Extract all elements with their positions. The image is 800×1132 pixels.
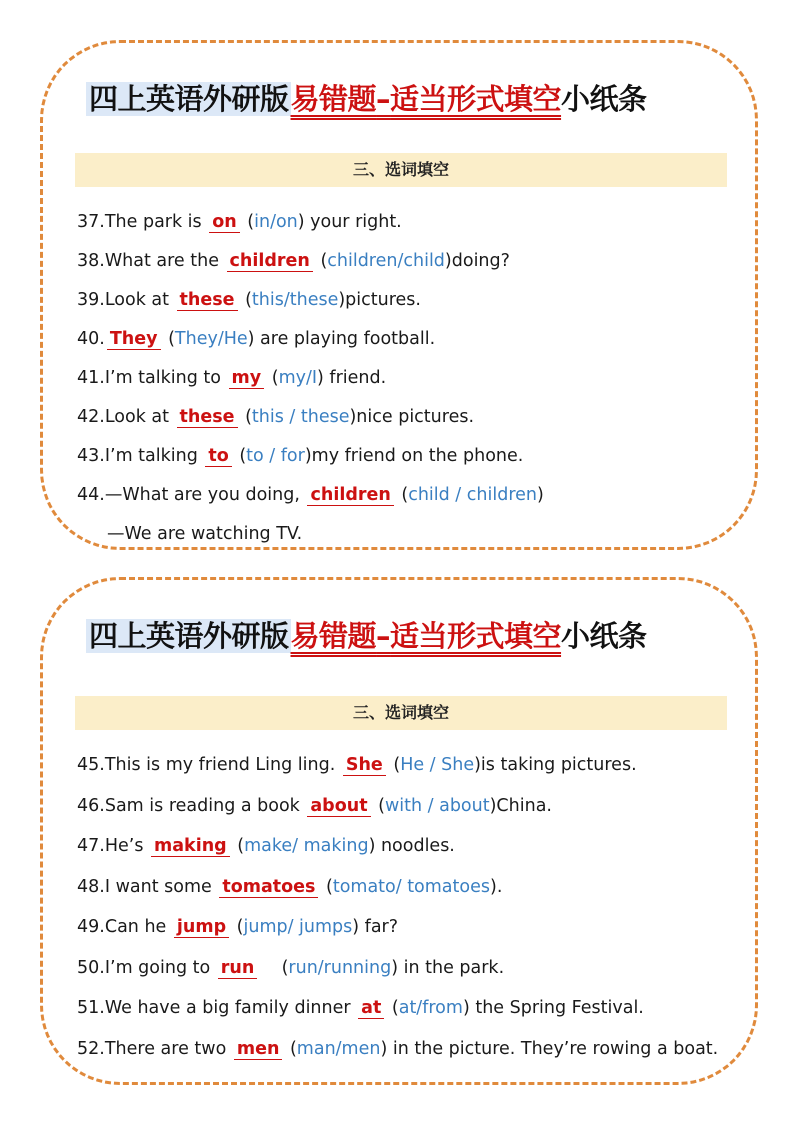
question-list [77, 203, 737, 554]
title-dash: – [376, 619, 391, 653]
question-item: 49.Can he jump (jump/ jumps) far? [77, 917, 399, 937]
answer-blank: She [343, 755, 386, 776]
word-options: my/I [278, 368, 318, 388]
word-options: this/these [251, 290, 339, 310]
title-part-3: 适当形式填空 [390, 619, 562, 653]
word-options: man/men [296, 1038, 381, 1059]
question-item: 38.What are the children (children/child)doing? [77, 251, 510, 271]
title-dash: – [376, 82, 391, 116]
question-item: 37.The park is on (in/on) your right. [77, 212, 402, 232]
card-title [86, 71, 647, 127]
title-part-1: 四上英语外研版 [86, 619, 291, 653]
answer-blank: making [151, 836, 230, 857]
answer-blank: my [229, 368, 265, 389]
word-options: jump/ jumps [243, 917, 353, 937]
answer-blank: run [218, 958, 258, 979]
question-item: 52.There are two men (man/men) in the picture. They’re rowing a boat. [77, 1038, 719, 1059]
title-part-2: 易错题 [290, 619, 377, 653]
title-part-1: 四上英语外研版 [86, 82, 291, 116]
question-item: 41.I’m talking to my (my/I) friend. [77, 368, 387, 388]
word-options: this / these [251, 407, 350, 427]
question-item: 48.I want some tomatoes (tomato/ tomatoes). [77, 876, 503, 897]
question-item: 39.Look at these (this/these)pictures. [77, 290, 421, 310]
word-options: tomato/ tomatoes [332, 876, 490, 897]
question-item: 40. They (They/He) are playing football. [77, 329, 436, 349]
title-part-4: 小纸条 [561, 82, 647, 116]
question-item: 51.We have a big family dinner at (at/from) the Spring Festival. [77, 998, 644, 1018]
answer-blank: these [177, 290, 238, 311]
question-list [77, 745, 737, 1069]
question-item: 47.He’s making (make/ making) noodles. [77, 836, 455, 856]
answer-blank: on [209, 212, 239, 233]
question-item: 43.I’m talking to (to / for)my friend on the phone. [77, 446, 524, 466]
answer-blank: at [358, 998, 384, 1019]
question-item: 42.Look at these (this / these)nice pictures. [77, 407, 475, 427]
answer-blank: children [227, 251, 313, 272]
word-options: child / children [408, 485, 537, 505]
worksheet-card-1 [40, 40, 758, 550]
question-item: 46.Sam is reading a book about (with / about)China. [77, 795, 552, 816]
worksheet-card-2 [40, 577, 758, 1085]
word-options: at/from [398, 998, 463, 1018]
word-options: in/on [254, 212, 298, 232]
card-title [86, 608, 647, 664]
answer-blank: these [177, 407, 238, 428]
title-part-2: 易错题 [290, 82, 377, 116]
question-item: 44.—What are you doing, children (child / children) [77, 485, 544, 505]
answer-blank: to [205, 446, 231, 467]
section-heading: 三、选词填空 [75, 153, 727, 187]
title-part-4: 小纸条 [561, 619, 647, 653]
answer-blank: They [107, 329, 161, 350]
answer-blank: jump [174, 917, 229, 938]
word-options: with / about [384, 795, 490, 816]
word-options: children/child [327, 251, 445, 271]
answer-blank: about [307, 796, 370, 817]
question-item: 45.This is my friend Ling ling. She (He / She)is taking pictures. [77, 755, 637, 775]
word-options: make/ making [244, 836, 369, 856]
question-continuation: —We are watching TV. [107, 524, 303, 544]
word-options: run/running [288, 957, 392, 978]
word-options: He / She [400, 755, 475, 775]
word-options: to / for [246, 446, 305, 466]
word-options: They/He [174, 329, 248, 349]
answer-blank: children [307, 485, 393, 506]
title-part-3: 适当形式填空 [390, 82, 562, 116]
answer-blank: men [234, 1039, 283, 1060]
section-heading: 三、选词填空 [75, 696, 727, 730]
question-item: 50.I’m going to run (run/running) in the park. [77, 957, 505, 978]
answer-blank: tomatoes [219, 877, 318, 898]
